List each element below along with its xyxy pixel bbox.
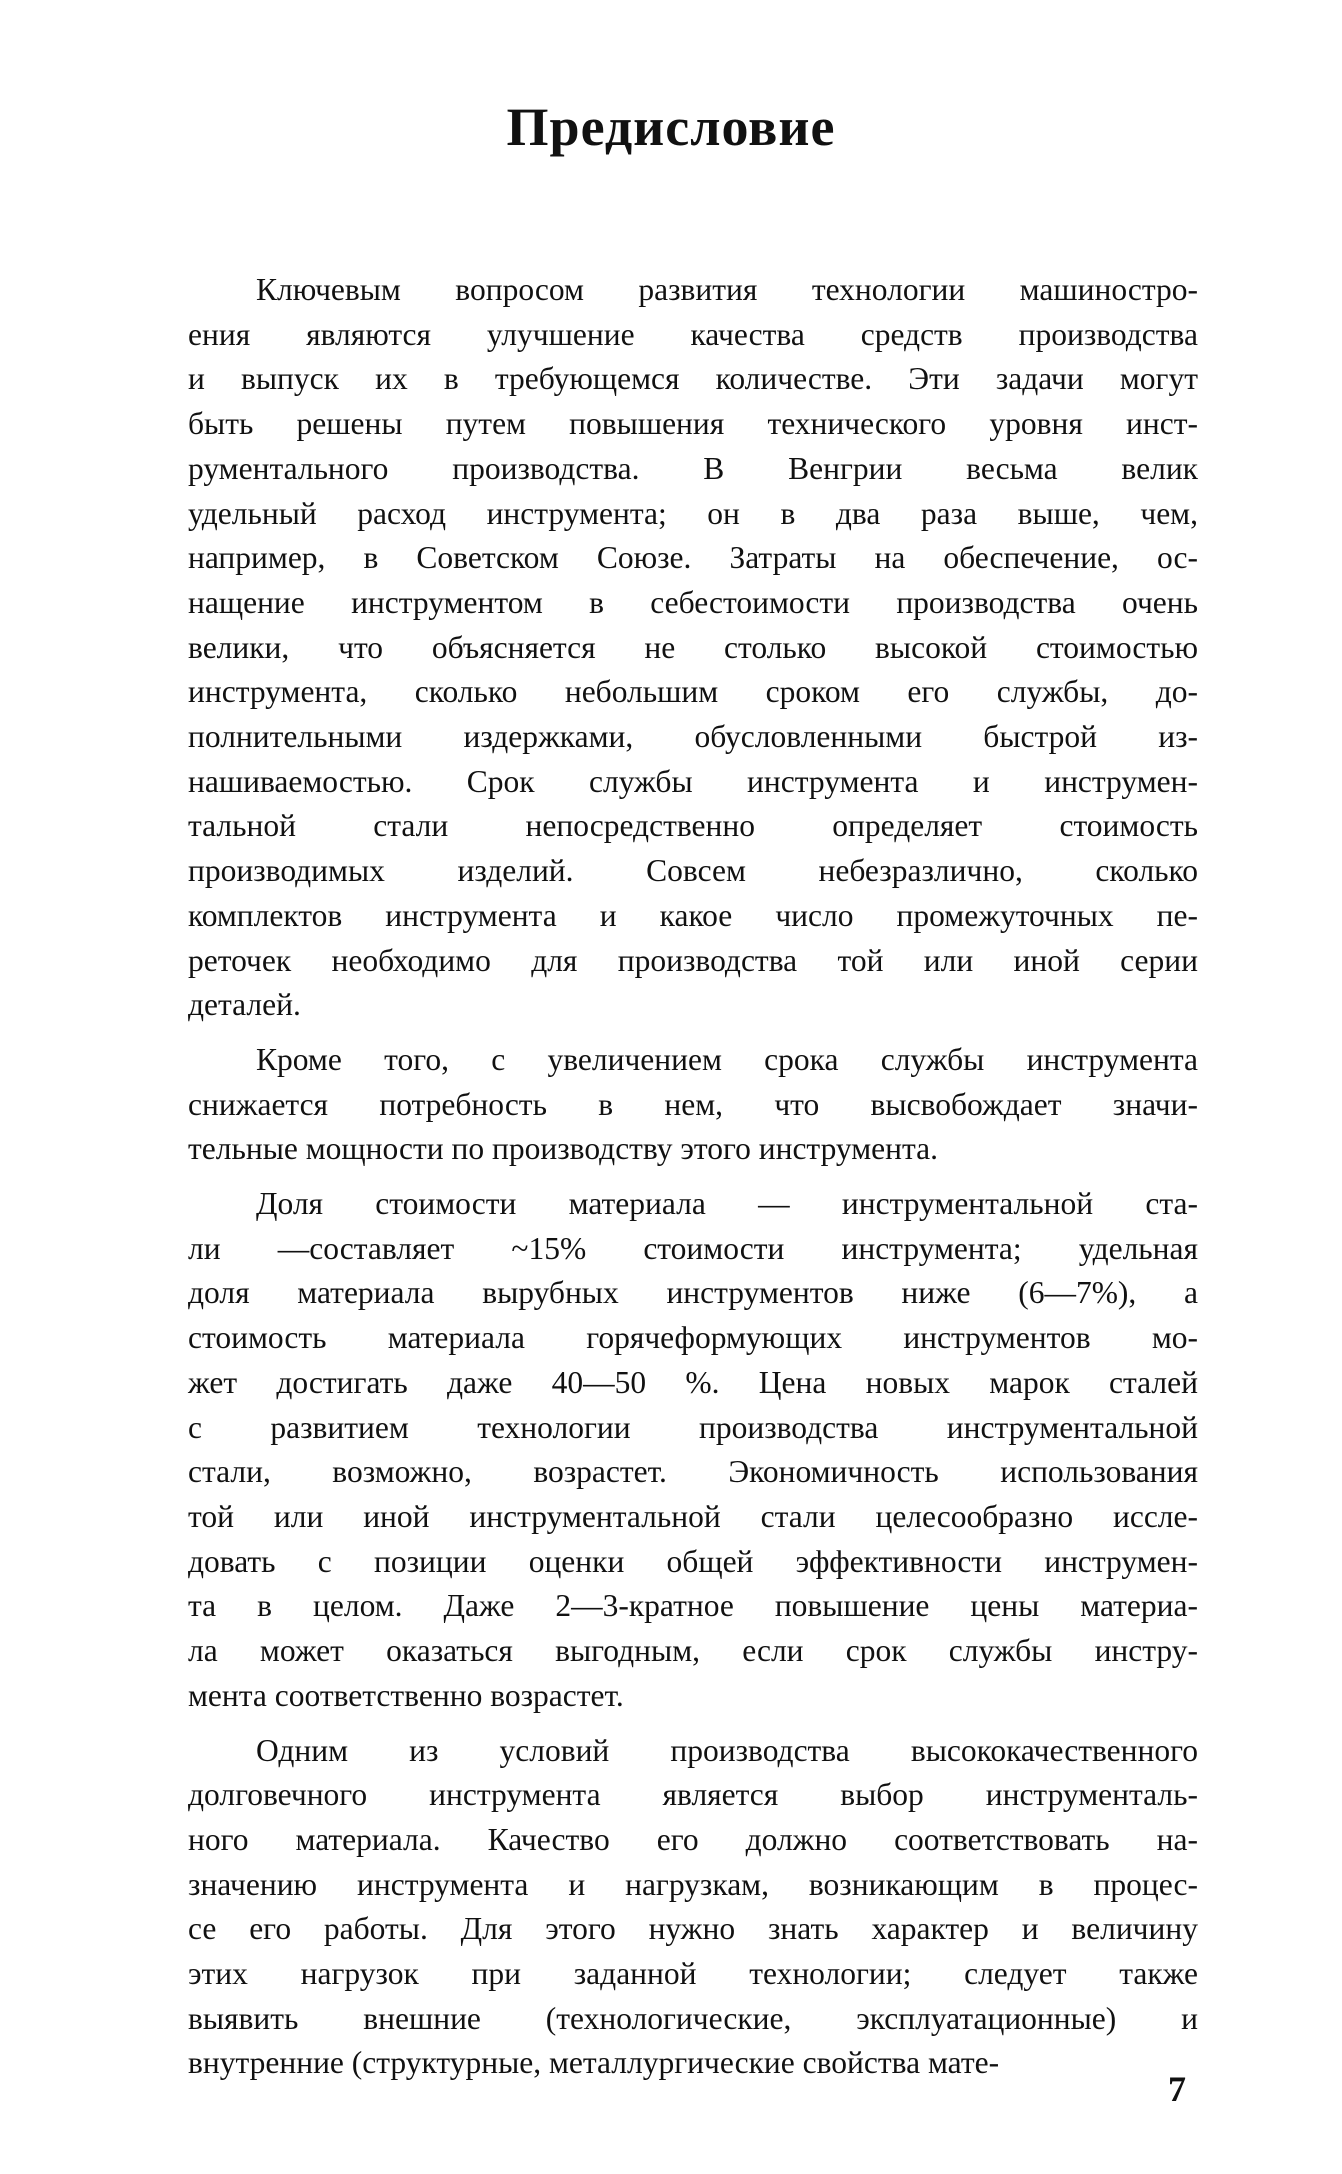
text-line: выявить внешние (технологические, эксплуатационные) и <box>188 2000 1198 2036</box>
text-line: например, в Советском Союзе. Затраты на обеспечение, ос- <box>188 540 1198 576</box>
text-line: Одним из условий производства высококачественного <box>256 1732 1198 1768</box>
text-line: ения являются улучшение качества средств производства <box>188 316 1198 352</box>
text-line: той или иной инструментальной стали целесообразно иссле- <box>188 1498 1198 1534</box>
text-line: нащение инструментом в себестоимости производства очень <box>188 584 1198 620</box>
text-line: велики, что объясняется не столько высокой стоимостью <box>188 629 1198 665</box>
paragraph <box>188 1182 1198 1718</box>
text-line: жет достигать даже 40—50 %. Цена новых марок сталей <box>188 1364 1198 1400</box>
text-line: с развитием технологии производства инструментальной <box>188 1409 1198 1445</box>
text-line: стоимость материала горячеформующих инструментов мо- <box>188 1320 1198 1356</box>
page-number: 7 <box>1168 2069 1186 2109</box>
text-line: и выпуск их в требующемся количестве. Эти задачи могут <box>188 361 1198 397</box>
text-line: ла может оказаться выгодным, если срок службы инстру- <box>188 1633 1198 1669</box>
text-line: внутренние (структурные, металлургические свойства мате- <box>188 2045 1000 2081</box>
text-line: долговечного инструмента является выбор инструменталь- <box>188 1777 1198 1813</box>
text-line: полнительными издержками, обусловленными быстрой из- <box>188 719 1198 755</box>
text-line: снижается потребность в нем, что высвобождает значи- <box>188 1086 1198 1122</box>
paragraph <box>188 1729 1198 2087</box>
paragraph <box>188 1038 1198 1172</box>
text-line: рументального производства. В Венгрии весьма велик <box>188 450 1198 486</box>
text-line: доля материала вырубных инструментов ниже (6—7%), а <box>188 1275 1198 1311</box>
text-line: Кроме того, с увеличением срока службы инструмента <box>256 1041 1198 1077</box>
text-line: деталей. <box>188 987 301 1023</box>
text-line: Ключевым вопросом развития технологии машиностро- <box>256 272 1198 307</box>
text-line: комплектов инструмента и какое число промежуточных пе- <box>188 897 1198 933</box>
text-line: реточек необходимо для производства той или иной серии <box>188 942 1198 978</box>
text-line: ного материала. Качество его должно соответствовать на- <box>188 1821 1198 1857</box>
text-line: удельный расход инструмента; он в два раза выше, чем, <box>188 495 1198 531</box>
text-line: значению инструмента и нагрузкам, возникающим в процес- <box>188 1866 1198 1902</box>
text-line: та в целом. Даже 2—3-кратное повышение цены материа- <box>188 1588 1198 1624</box>
text-line: се его работы. Для этого нужно знать характер и величину <box>188 1911 1198 1947</box>
text-line: мента соответственно возрастет. <box>188 1677 624 1713</box>
text-line: производимых изделий. Совсем небезразлично, сколько <box>188 853 1198 889</box>
preface-body <box>188 268 1198 2086</box>
text-line: нашиваемостью. Срок службы инструмента и инструмен- <box>188 763 1198 799</box>
text-line: Доля стоимости материала — инструментальной ста- <box>256 1186 1198 1222</box>
page-title: Предисловие <box>506 97 836 157</box>
paragraph <box>188 268 1198 1028</box>
text-line: этих нагрузок при заданной технологии; следует также <box>188 1956 1198 1992</box>
text-line: инструмента, сколько небольшим сроком его службы, до- <box>188 674 1198 710</box>
text-line: тельные мощности по производству этого инструмента. <box>188 1131 939 1167</box>
text-line: стали, возможно, возрастет. Экономичность использования <box>188 1454 1198 1490</box>
text-line: тальной стали непосредственно определяет стоимость <box>188 808 1198 844</box>
text-line: быть решены путем повышения технического уровня инст- <box>188 406 1198 442</box>
text-line: довать с позиции оценки общей эффективности инструмен- <box>188 1543 1198 1579</box>
text-line: ли —составляет ~15% стоимости инструмента; удельная <box>188 1230 1198 1266</box>
